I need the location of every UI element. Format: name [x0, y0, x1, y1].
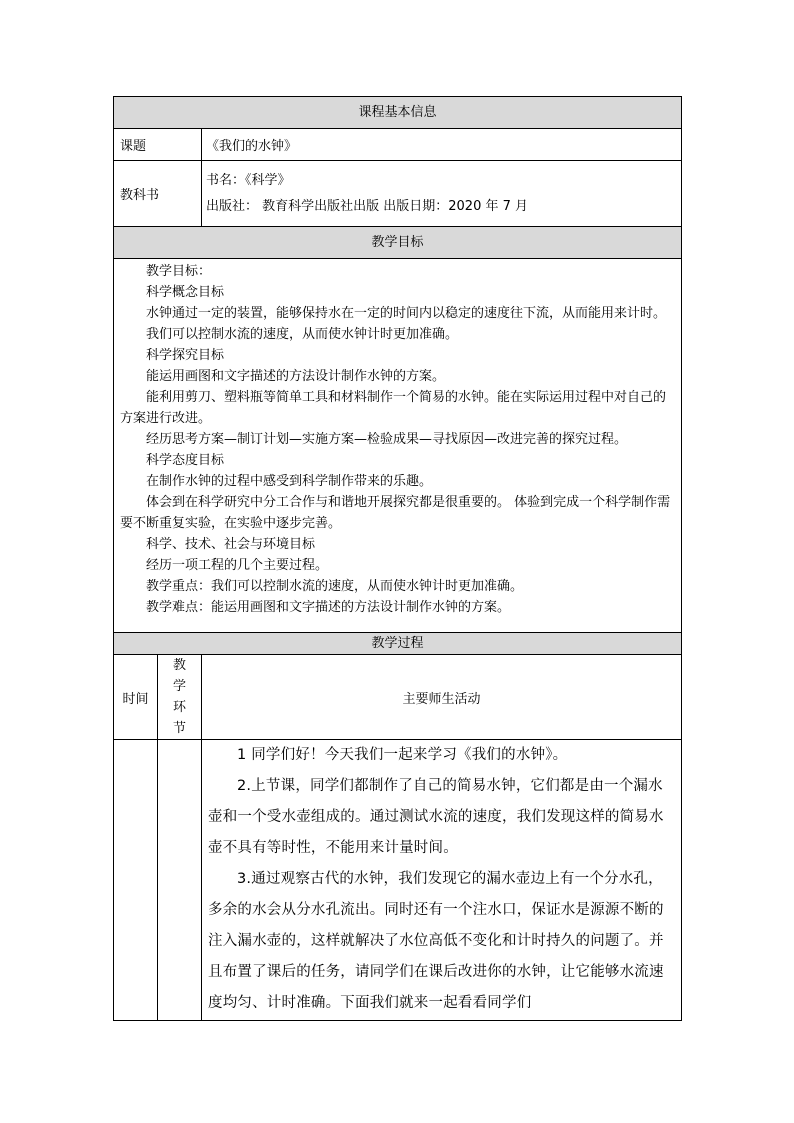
time-cell — [114, 740, 158, 1021]
goals-line: 能运用画图和文字描述的方法设计制作水钟的方案。 — [146, 369, 446, 384]
process-header-row — [114, 633, 682, 655]
stage-char: 节 — [172, 721, 186, 736]
process-body-row — [114, 740, 682, 1021]
basic-info-header-row — [114, 97, 682, 129]
process-columns-row — [114, 655, 682, 740]
lesson-plan-table — [113, 96, 682, 1021]
book-name: 书名：《科学》 — [206, 172, 291, 188]
goals-line: 能利用剪刀、塑料瓶等简单工具和材料制作一个简易的水钟。能在实际运用过程中对自己的方案进行改进。 — [120, 390, 667, 426]
goals-line: 经历思考方案—制订计划—实施方案—检验成果—寻找原因—改进完善的探究过程。 — [146, 432, 628, 447]
goals-line: 水钟通过一定的装置，能够保持水在一定的时间内以稳定的速度往下流，从而能用来计时。 — [146, 306, 667, 321]
goals-line: 教学目标： — [146, 264, 212, 279]
stage-char: 学 — [172, 679, 186, 694]
goals-line: 科学探究目标 — [146, 348, 225, 363]
activity-paragraph: 3.通过观察古代的水钟，我们发现它的漏水壶边上有一个分水孔，多余的水会从分水孔流出。同时还有一个注水口，保证水是源源不断的注入漏水壶的，这样就解决了水位高低不变化和计时持久的问题了。并且布置了课后的任务，请同学们在课后改进你的水钟，让它能够水流速度均匀、计时准确。下面我们就来一起看看同学们 — [208, 871, 664, 1011]
goals-line: 科学、技术、社会与环境目标 — [146, 537, 316, 552]
process-header: 教学过程 — [114, 633, 682, 655]
goals-line: 体会到在科学研究中分工合作与和谐地开展探究都是很重要的。 体验到完成一个科学制作需要不断重复实验，在实验中逐步完善。 — [120, 495, 671, 531]
basic-info-header: 课程基本信息 — [114, 97, 682, 129]
goals-line: 科学态度目标 — [146, 453, 225, 468]
stage-column-header — [158, 655, 202, 740]
stage-char: 环 — [172, 700, 186, 715]
goals-line: 我们可以控制水流的速度，从而使水钟计时更加准确。 — [146, 327, 459, 342]
activity-paragraph: 1 同学们好！今天我们一起来学习《我们的水钟》。 — [237, 747, 568, 763]
goals-line: 在制作水钟的过程中感受到科学制作带来的乐趣。 — [146, 474, 433, 489]
topic-row — [114, 129, 682, 161]
textbook-row — [114, 161, 682, 227]
goals-header-row — [114, 227, 682, 259]
activity-column-header: 主要师生活动 — [202, 655, 682, 740]
goals-line: 经历一项工程的几个主要过程。 — [146, 558, 329, 573]
topic-label: 课题 — [114, 129, 202, 161]
goals-line: 科学概念目标 — [146, 285, 225, 300]
goals-header: 教学目标 — [114, 227, 682, 259]
topic-value: 《我们的水钟》 — [202, 129, 682, 161]
activity-cell — [202, 740, 682, 1021]
stage-char: 教 — [172, 658, 186, 673]
goals-line: 教学重点：我们可以控制水流的速度，从而使水钟计时更加准确。 — [146, 579, 524, 594]
time-column-header: 时间 — [114, 655, 158, 740]
activity-paragraph: 2.上节课，同学们都制作了自己的简易水钟，它们都是由一个漏水壶和一个受水壶组成的。通过测试水流的速度，我们发现这样的简易水壶不具有等时性，不能用来计量时间。 — [208, 778, 664, 856]
textbook-label: 教科书 — [114, 161, 202, 227]
goals-line: 教学难点：能运用画图和文字描述的方法设计制作水钟的方案。 — [146, 600, 511, 615]
goals-content — [114, 259, 682, 633]
textbook-info — [202, 161, 682, 227]
publisher-info: 出版社： 教育科学出版社出版 出版日期：2020 年 7 月 — [206, 198, 529, 214]
goals-row — [114, 259, 682, 633]
stage-cell — [158, 740, 202, 1021]
